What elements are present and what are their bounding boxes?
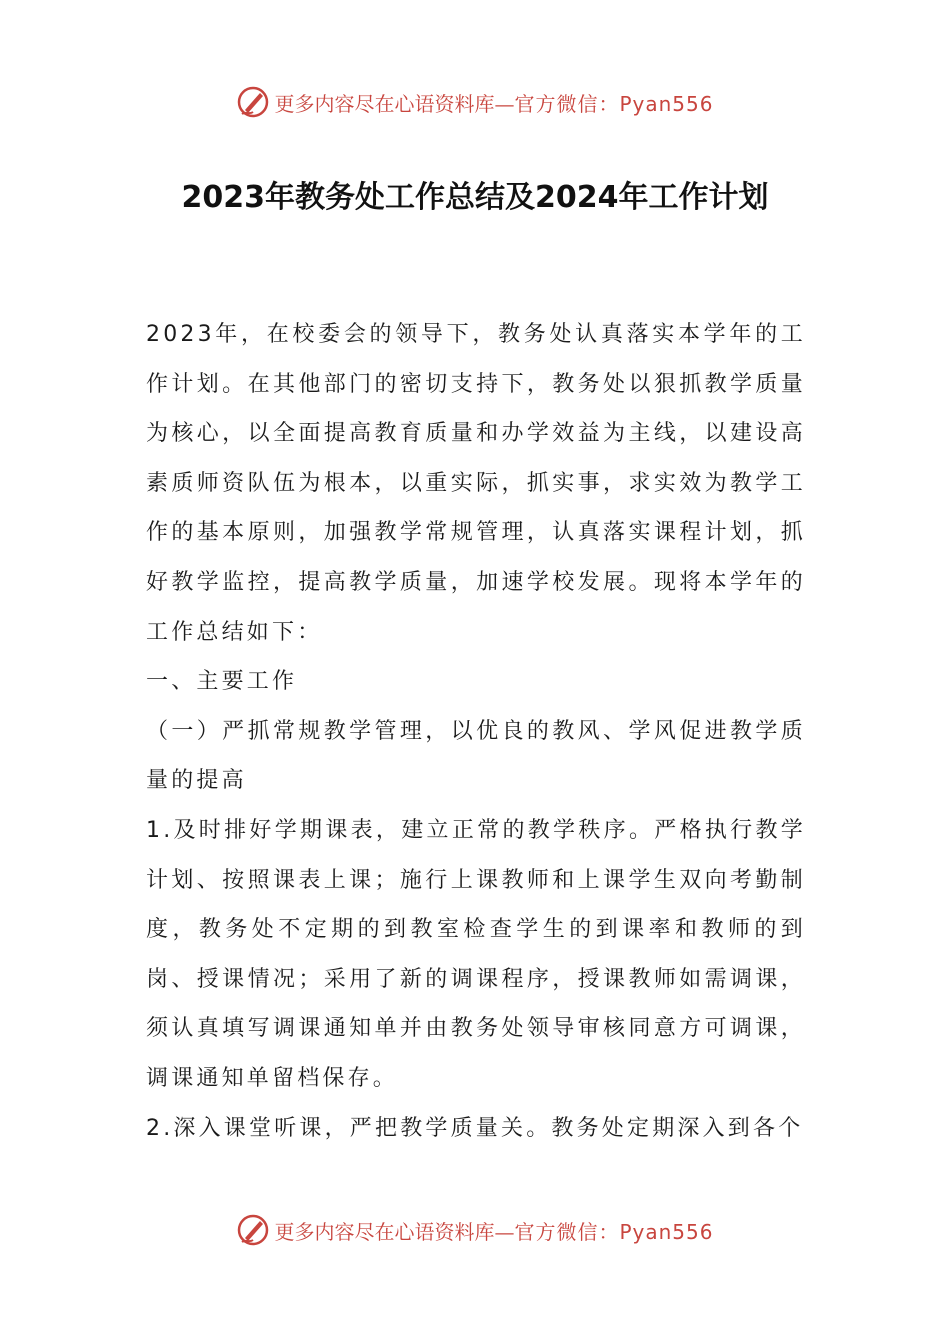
document-title: 2023年教务处工作总结及2024年工作计划 bbox=[181, 180, 769, 215]
paragraph: 1.及时排好学期课表，建立正常的教学秩序。严格执行教学计划、按照课表上课；施行上课教师和上课学生双向考勤制度，教务处不定期的到教室检查学生的到课率和教师的到岗、授课情况；采用了新的调课程序，授课教师如需调课，须认真填写调课通知单并由教务处领导审核同意方可调课，调课通知单留档保存。 bbox=[146, 817, 806, 1091]
footer-banner-text: 更多内容尽在心语资料库— bbox=[274, 1219, 515, 1244]
footer-banner bbox=[0, 1210, 950, 1250]
document-body bbox=[146, 310, 806, 1153]
header-banner bbox=[0, 82, 950, 122]
header-banner-wechat: 官方微信：Pyan556 bbox=[514, 91, 714, 116]
paragraph: 2023年，在校委会的领导下，教务处认真落实本学年的工作计划。在其他部门的密切支持下，教务处以狠抓教学质量为核心，以全面提高教育质量和办学效益为主线，以建设高素质师资队伍为根本，以重实际，抓实事，求实效为教学工作的基本原则，加强教学常规管理，认真落实课程计划，抓好教学监控，提高教学质量，加速学校发展。现将本学年的工作总结如下： bbox=[146, 322, 806, 645]
paragraph: 2.深入课堂听课，严把教学质量关。教务处定期深入到各个 bbox=[146, 1115, 804, 1141]
header-banner-text: 更多内容尽在心语资料库— bbox=[274, 91, 515, 116]
section-heading: 一、主要工作 bbox=[146, 669, 298, 695]
subsection-heading: （一）严抓常规教学管理，以优良的教风、学风促进教学质量的提高 bbox=[146, 718, 806, 794]
pen-logo-icon bbox=[236, 85, 270, 119]
footer-banner-wechat: 官方微信：Pyan556 bbox=[514, 1219, 714, 1244]
pen-logo-icon bbox=[236, 1213, 270, 1247]
